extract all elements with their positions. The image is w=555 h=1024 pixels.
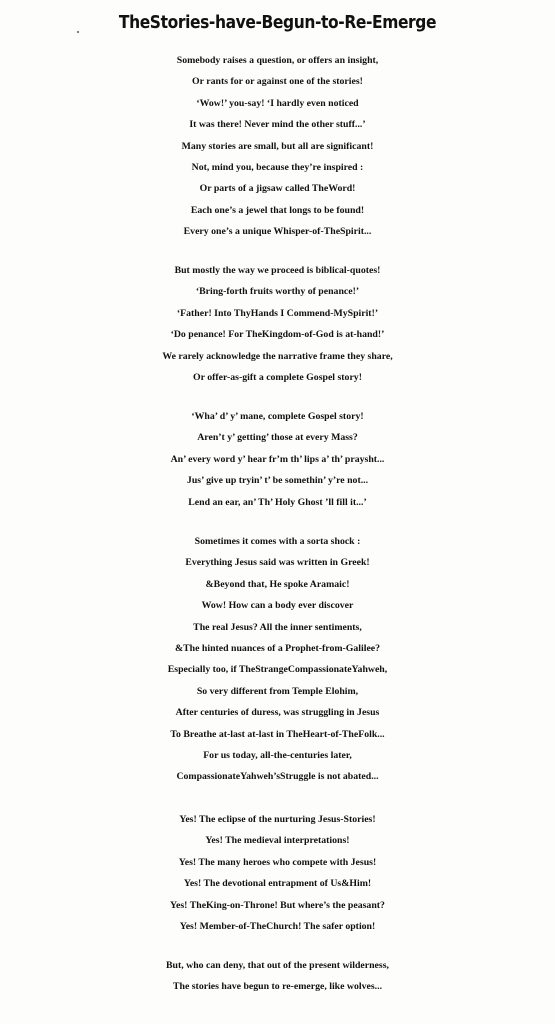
poem-line: Each one’s a jewel that longs to be found! <box>190 204 365 216</box>
stanza-4 <box>0 531 555 788</box>
stanza-5 <box>0 809 555 937</box>
stanza-6 <box>0 955 555 998</box>
poem-line: It was there! Never mind the other stuff...’ <box>189 119 366 131</box>
poem-line: Yes! The medieval interpretations! <box>205 835 350 847</box>
poem-line: To Breathe at-last at-last in TheHeart-of-TheFolk... <box>170 728 385 740</box>
poem-line: Especially too, if TheStrangeCompassionateYahweh, <box>167 664 388 676</box>
poem-line: Yes! TheKing-on-Throne! But where’s the peasant? <box>170 899 385 911</box>
poem-line: CompassionateYahweh’sStruggle is not abated... <box>176 771 379 783</box>
poem-line: Or offer-as-gift a complete Gospel story! <box>193 371 362 383</box>
poem-line: Somebody raises a question, or offers an insight, <box>176 55 379 66</box>
poem-line: Yes! The many heroes who compete with Jesus! <box>178 856 377 868</box>
poem-line: Sometimes it comes with a sorta shock : <box>194 536 361 547</box>
poem-line: ‘Wha’ d’ y’ mane, complete Gospel story! <box>191 411 364 422</box>
poem-line: After centuries of duress, was struggling in Jesus <box>175 707 380 719</box>
poem-line: ‘Do penance! For TheKingdom-of-God is at-hand!’ <box>170 329 385 341</box>
poem-line: For us today, all-the-centuries later, <box>203 749 352 761</box>
poem-line: Not, mind you, because they’re inspired : <box>191 161 364 173</box>
poem-line: Yes! The devotional entrapment of Us&Him! <box>183 878 372 890</box>
stanza-2 <box>0 260 555 388</box>
poem-line: Every one’s a unique Whisper-of-TheSpirit... <box>183 226 372 238</box>
poem-line: Many stories are small, but all are significant! <box>181 140 374 152</box>
poem-line: We rarely acknowledge the narrative frame they share, <box>162 350 393 362</box>
poem-line: But, who can deny, that out of the present wilderness, <box>166 960 389 971</box>
stanza-3 <box>0 406 555 513</box>
poem-line: ‘Wow!’ you-say! ‘I hardly even noticed <box>196 97 359 109</box>
poem-line: Jus’ give up tryin’ t’ be somethin’ y’re not... <box>186 475 369 487</box>
poem-line: The stories have begun to re-emerge, like wolves... <box>172 981 383 993</box>
poem-line: Or parts of a jigsaw called TheWord! <box>199 183 356 195</box>
poem-line: So very different from Temple Elohim, <box>196 685 359 697</box>
poem-line: Yes! Member-of-TheChurch! The safer option! <box>179 920 376 932</box>
poem-line: Everything Jesus said was written in Greek! <box>185 557 370 569</box>
poem-line: Yes! The eclipse of the nurturing Jesus-Stories! <box>179 814 376 825</box>
poem-title: TheStories-have-Begun-to-Re-Emerge <box>118 12 437 33</box>
poem-line: The real Jesus? All the inner sentiments, <box>193 621 362 633</box>
poem-line: &The hinted nuances of a Prophet-from-Galilee? <box>174 642 381 654</box>
poem-line: ‘Bring-forth fruits worthy of penance!’ <box>195 286 360 298</box>
poem-line: Wow! How can a body ever discover <box>201 600 354 612</box>
poem-line: &Beyond that, He spoke Aramaic! <box>205 578 350 590</box>
poem-line: But mostly the way we proceed is biblical-quotes! <box>174 265 381 276</box>
poem-line: ‘Father! Into ThyHands I Commend-MySpirit!’ <box>176 307 379 319</box>
poem-line: An’ every word y’ hear fr’m th’ lips a’ th’ praysht... <box>170 453 385 465</box>
poem-line: Or rants for or against one of the stories! <box>192 76 363 88</box>
poem-line: Aren’t y’ getting’ those at every Mass? <box>197 432 358 444</box>
poem-line: Lend an ear, an’ Th’ Holy Ghost ’ll fill it...’ <box>188 496 367 508</box>
stanza-1 <box>0 50 555 243</box>
